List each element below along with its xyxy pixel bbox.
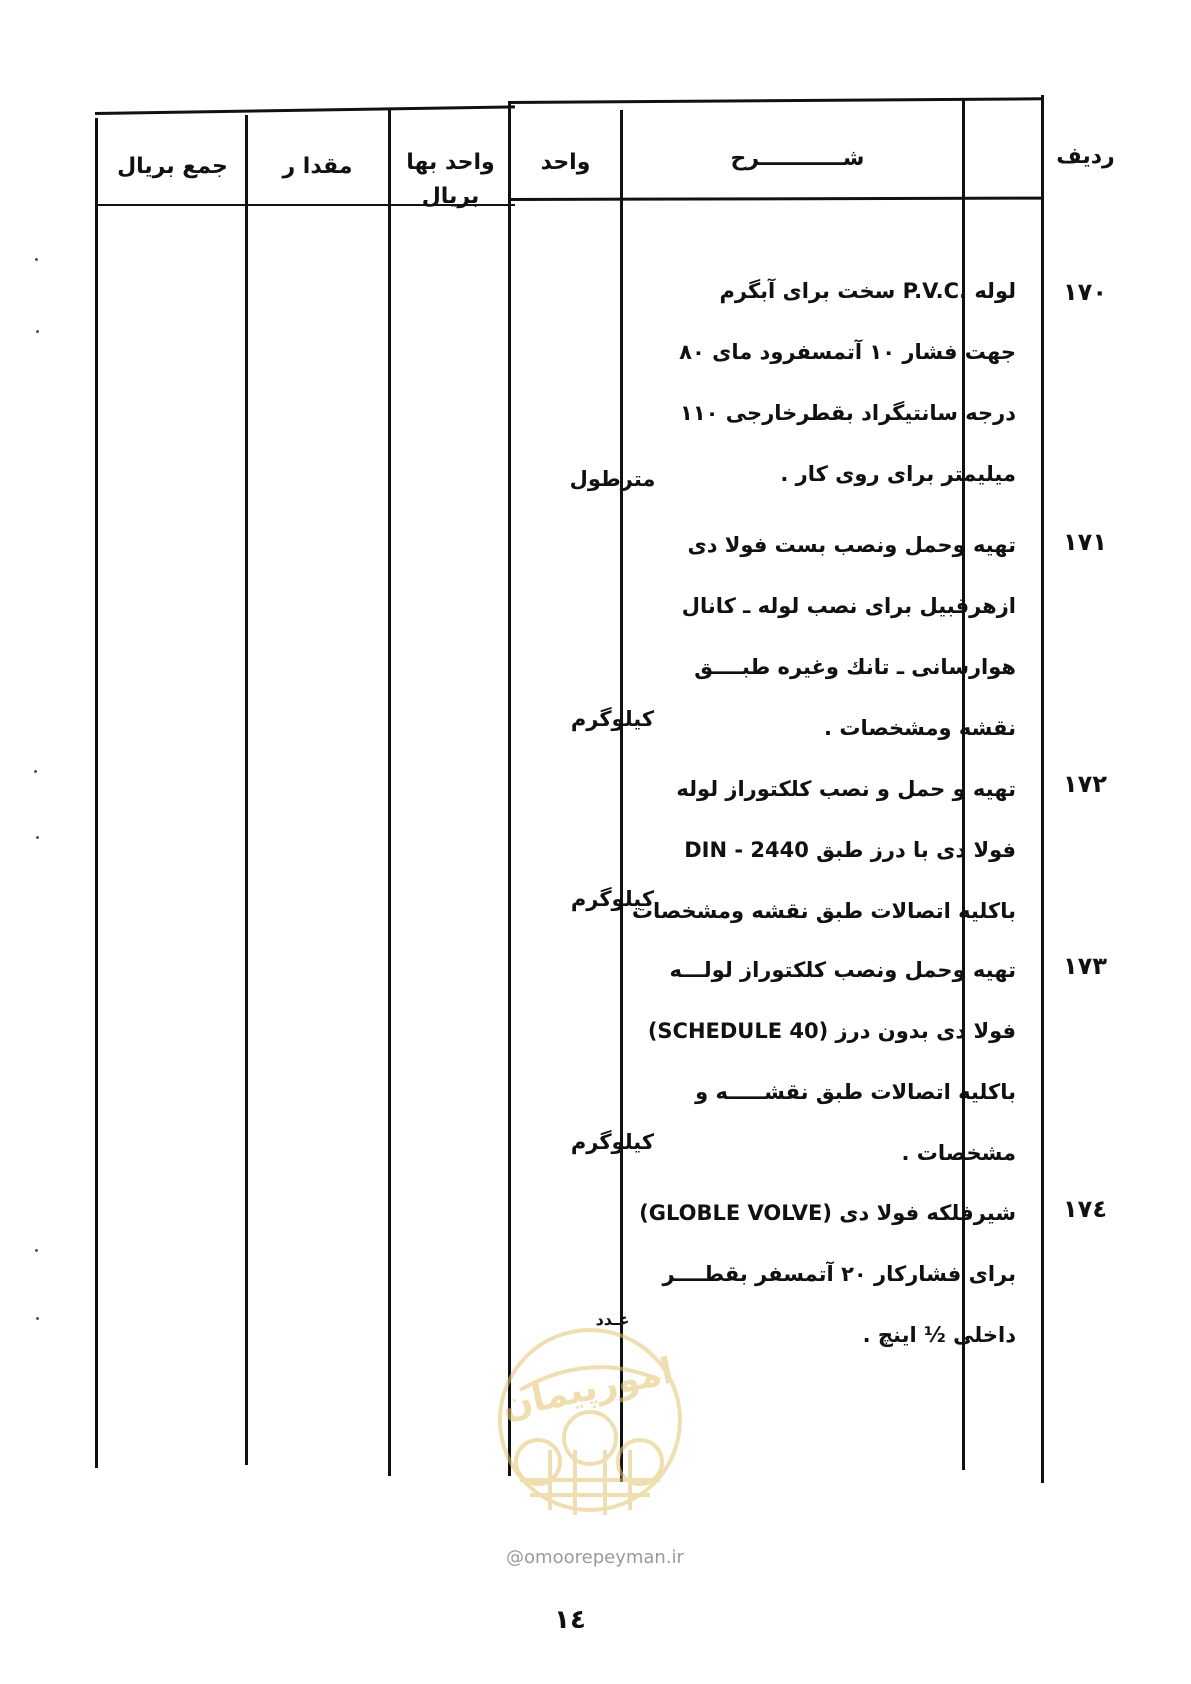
row-number: ۱۷۲	[1063, 770, 1107, 798]
header-unit-price	[398, 146, 503, 214]
header-unit-price-line1: واحد بها	[406, 150, 495, 175]
description-line: فولا دی بدون درز (SCHEDULE 40)	[647, 1019, 1016, 1043]
row-description	[631, 764, 1016, 947]
row-description	[676, 266, 1016, 510]
header-description: شـــــــــــرح	[730, 146, 865, 171]
column-divider-price-unit	[508, 104, 511, 1476]
header-unit: واحد	[540, 150, 591, 175]
row-number: ۱۷٤	[1063, 1195, 1107, 1223]
scan-speck	[36, 836, 39, 839]
row-unit: مترطول	[569, 467, 656, 491]
description-line: لوله .P.V.C سخت برای آبگرم	[719, 279, 1016, 303]
header-row-number: ردیف	[1056, 144, 1115, 169]
description-line: مشخصات .	[901, 1141, 1016, 1165]
scan-speck	[35, 1249, 38, 1252]
header-total: جمع بريال	[117, 154, 228, 179]
row-number: ۱۷۰	[1063, 278, 1107, 306]
description-line: درجه سانتیگراد بقطرخارجی ۱۱۰	[680, 401, 1016, 425]
column-divider-total-quantity	[245, 115, 248, 1465]
watermark-text: @omoorepeyman.ir	[506, 1547, 684, 1568]
row-unit: کیلوگرم	[570, 887, 655, 911]
row-unit: کیلوگرم	[570, 1130, 655, 1154]
column-divider-quantity-price	[388, 108, 391, 1476]
row-number: ۱۷۳	[1063, 952, 1107, 980]
description-line: جهت فشار ۱۰ آتمسفرود مای ۸۰	[679, 340, 1016, 364]
row-unit: عـدد	[595, 1310, 630, 1329]
description-line: داخلی ½ اینچ .	[862, 1323, 1016, 1347]
description-line: باکلیه اتصالات طبق نقشه ومشخصات	[631, 899, 1016, 923]
description-line: تهیه وحمل ونصب بست فولا دی	[687, 533, 1016, 557]
description-line: تهیه و حمل و نصب کلکتوراز لوله	[676, 777, 1016, 801]
description-line: شیرفلکه فولا دی (GLOBLE VOLVE)	[639, 1201, 1016, 1225]
row-number: ۱۷۱	[1063, 528, 1107, 556]
description-line: هوارسانی ـ تانك وغیره طبــــق	[694, 655, 1016, 679]
page-number: ۱٤	[554, 1605, 586, 1635]
scan-speck	[35, 258, 38, 261]
row-unit: کیلوگرم	[570, 707, 655, 731]
watermark-logo	[490, 1320, 690, 1520]
description-line: برای فشارکار ۲۰ آتمسفر بقطــــر	[662, 1262, 1016, 1286]
watermark-logo-text: امورپیمان	[497, 1350, 678, 1427]
description-line: میلیمتر برای روی کار .	[780, 462, 1016, 486]
scan-speck	[36, 1317, 39, 1320]
row-description	[676, 520, 1016, 764]
description-line: تهیه وحمل ونصب کلکتوراز لولـــه	[669, 958, 1016, 982]
description-line: فولا دی با درز طبق DIN - 2440	[684, 838, 1016, 862]
table-border-right	[1041, 95, 1044, 1483]
row-description	[639, 1188, 1016, 1371]
column-divider-unit-description	[620, 110, 623, 1482]
header-unit-price-line2: بريال	[421, 184, 480, 209]
description-line: باکلیه اتصالات طبق نقشـــــه و	[695, 1080, 1016, 1104]
scan-speck	[36, 330, 39, 333]
table-border-left	[95, 118, 98, 1468]
description-line: ازهرقبیل برای نصب لوله ـ کانال	[681, 594, 1016, 618]
row-description	[647, 945, 1016, 1189]
scan-speck	[34, 770, 37, 773]
table-top-border	[95, 105, 515, 115]
description-line: نقشه ومشخصات .	[824, 716, 1016, 740]
header-quantity: مقدا ر	[282, 154, 353, 179]
